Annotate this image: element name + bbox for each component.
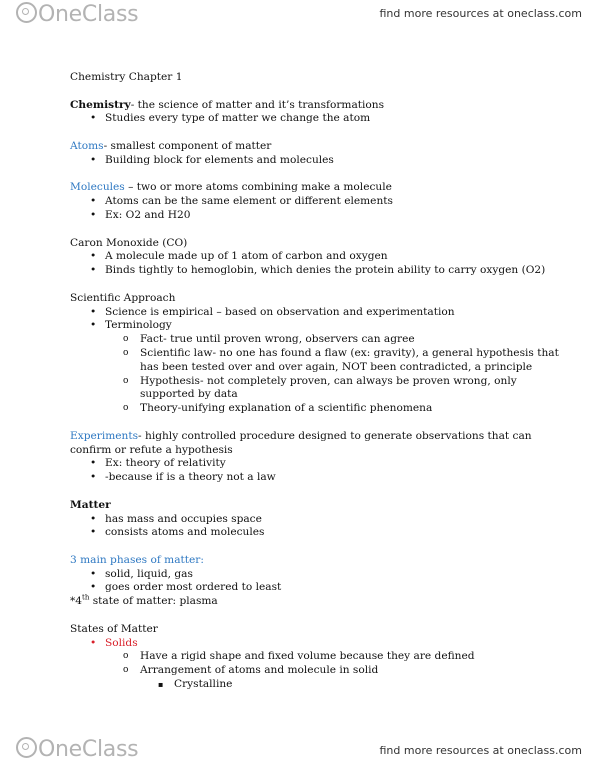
chemistry-term: Chemistry <box>70 98 131 111</box>
logo-text: OneClass <box>38 2 139 27</box>
list-item: • A molecule made up of 1 atom of carbon and oxygen <box>70 250 550 264</box>
chemistry-def: - the science of matter and it’s transformations <box>130 98 385 111</box>
molecules-bullets <box>70 195 550 223</box>
list-item: ▪ Crystalline <box>70 678 550 692</box>
sci-law-line-2: has been tested over and over again, NOT been contradicted, a principle <box>140 360 533 373</box>
list-item: • consists atoms and molecules <box>70 526 550 540</box>
oneclass-logo <box>16 2 138 27</box>
list-item <box>70 346 559 375</box>
scientific-approach-heading: Scientific Approach <box>70 291 176 304</box>
list-item: • -because if is a theory not a law <box>70 471 550 485</box>
atoms-def: - smallest component of matter <box>103 139 272 152</box>
sci-law-line-1: Scientific law- no one has found a flaw (ex: gravity), a general hypothesis that <box>140 346 559 359</box>
matter-heading: Matter <box>70 498 111 511</box>
scientific-approach-bullets <box>70 305 559 416</box>
co-bullets <box>70 250 550 278</box>
resources-link-footer[interactable]: find more resources at oneclass.com <box>379 744 582 757</box>
molecules-term: Molecules <box>70 181 125 194</box>
experiments-definition <box>70 430 550 444</box>
list-item: • Studies every type of matter we change the atom <box>70 112 550 126</box>
atoms-term: Atoms <box>70 139 104 152</box>
molecules-definition <box>70 181 550 195</box>
plasma-note <box>70 595 550 609</box>
atoms-definition <box>70 140 550 154</box>
hypothesis-line-2: supported by data <box>140 388 238 401</box>
list-item: • Ex: O2 and H20 <box>70 209 550 223</box>
experiments-bullets <box>70 457 550 485</box>
plasma-note-sup: th <box>82 593 90 602</box>
document-title: Chemistry Chapter 1 <box>70 71 183 83</box>
chemistry-bullets <box>70 112 550 126</box>
list-item <box>70 375 550 403</box>
oneclass-logo-footer <box>16 737 138 762</box>
chemistry-definition <box>70 99 550 113</box>
list-item: • Atoms can be the same element or different elements <box>70 195 550 209</box>
logo-text: OneClass <box>38 737 139 762</box>
list-item <box>70 637 550 651</box>
plasma-note-post: state of matter: plasma <box>89 595 218 608</box>
list-item: o Theory-unifying explanation of a scientific phenomena <box>70 402 550 416</box>
logo-ring-icon <box>16 2 37 23</box>
plasma-note-pre: *4 <box>70 595 83 608</box>
list-item: • Terminology <box>70 319 550 333</box>
atoms-bullets <box>70 154 550 168</box>
molecules-def: – two or more atoms combining make a molecule <box>124 181 392 194</box>
experiments-def-2: confirm or refute a hypothesis <box>70 443 233 456</box>
experiments-term: Experiments <box>70 429 139 442</box>
co-heading: Caron Monoxide (CO) <box>70 236 188 249</box>
resources-link[interactable]: find more resources at oneclass.com <box>379 7 582 20</box>
list-item: • Building block for elements and molecules <box>70 154 550 168</box>
list-item: • Binds tightly to hemoglobin, which denies the protein ability to carry oxygen (O2) <box>70 264 550 278</box>
list-item: • has mass and occupies space <box>70 513 550 527</box>
matter-bullets <box>70 513 550 541</box>
list-item: • Ex: theory of relativity <box>70 457 550 471</box>
states-bullets <box>70 637 550 692</box>
list-item: o Have a rigid shape and fixed volume because they are defined <box>70 650 550 664</box>
list-item: o Fact- true until proven wrong, observers can agree <box>70 333 550 347</box>
experiments-def-1: - highly controlled procedure designed to generate observations that can <box>138 429 532 442</box>
logo-ring-icon <box>16 737 37 758</box>
states-heading: States of Matter <box>70 622 158 635</box>
phases-heading: 3 main phases of matter: <box>70 553 204 566</box>
list-item: • goes order most ordered to least <box>70 581 550 595</box>
document-body <box>70 71 559 692</box>
phases-bullets <box>70 568 550 596</box>
list-item: • Science is empirical – based on observation and experimentation <box>70 306 550 320</box>
hypothesis-line-1: Hypothesis- not completely proven, can always be proven wrong, only <box>140 374 517 387</box>
list-item: o Arrangement of atoms and molecule in solid <box>70 664 550 678</box>
list-item: • solid, liquid, gas <box>70 568 550 582</box>
solids-label: Solids <box>105 636 138 649</box>
